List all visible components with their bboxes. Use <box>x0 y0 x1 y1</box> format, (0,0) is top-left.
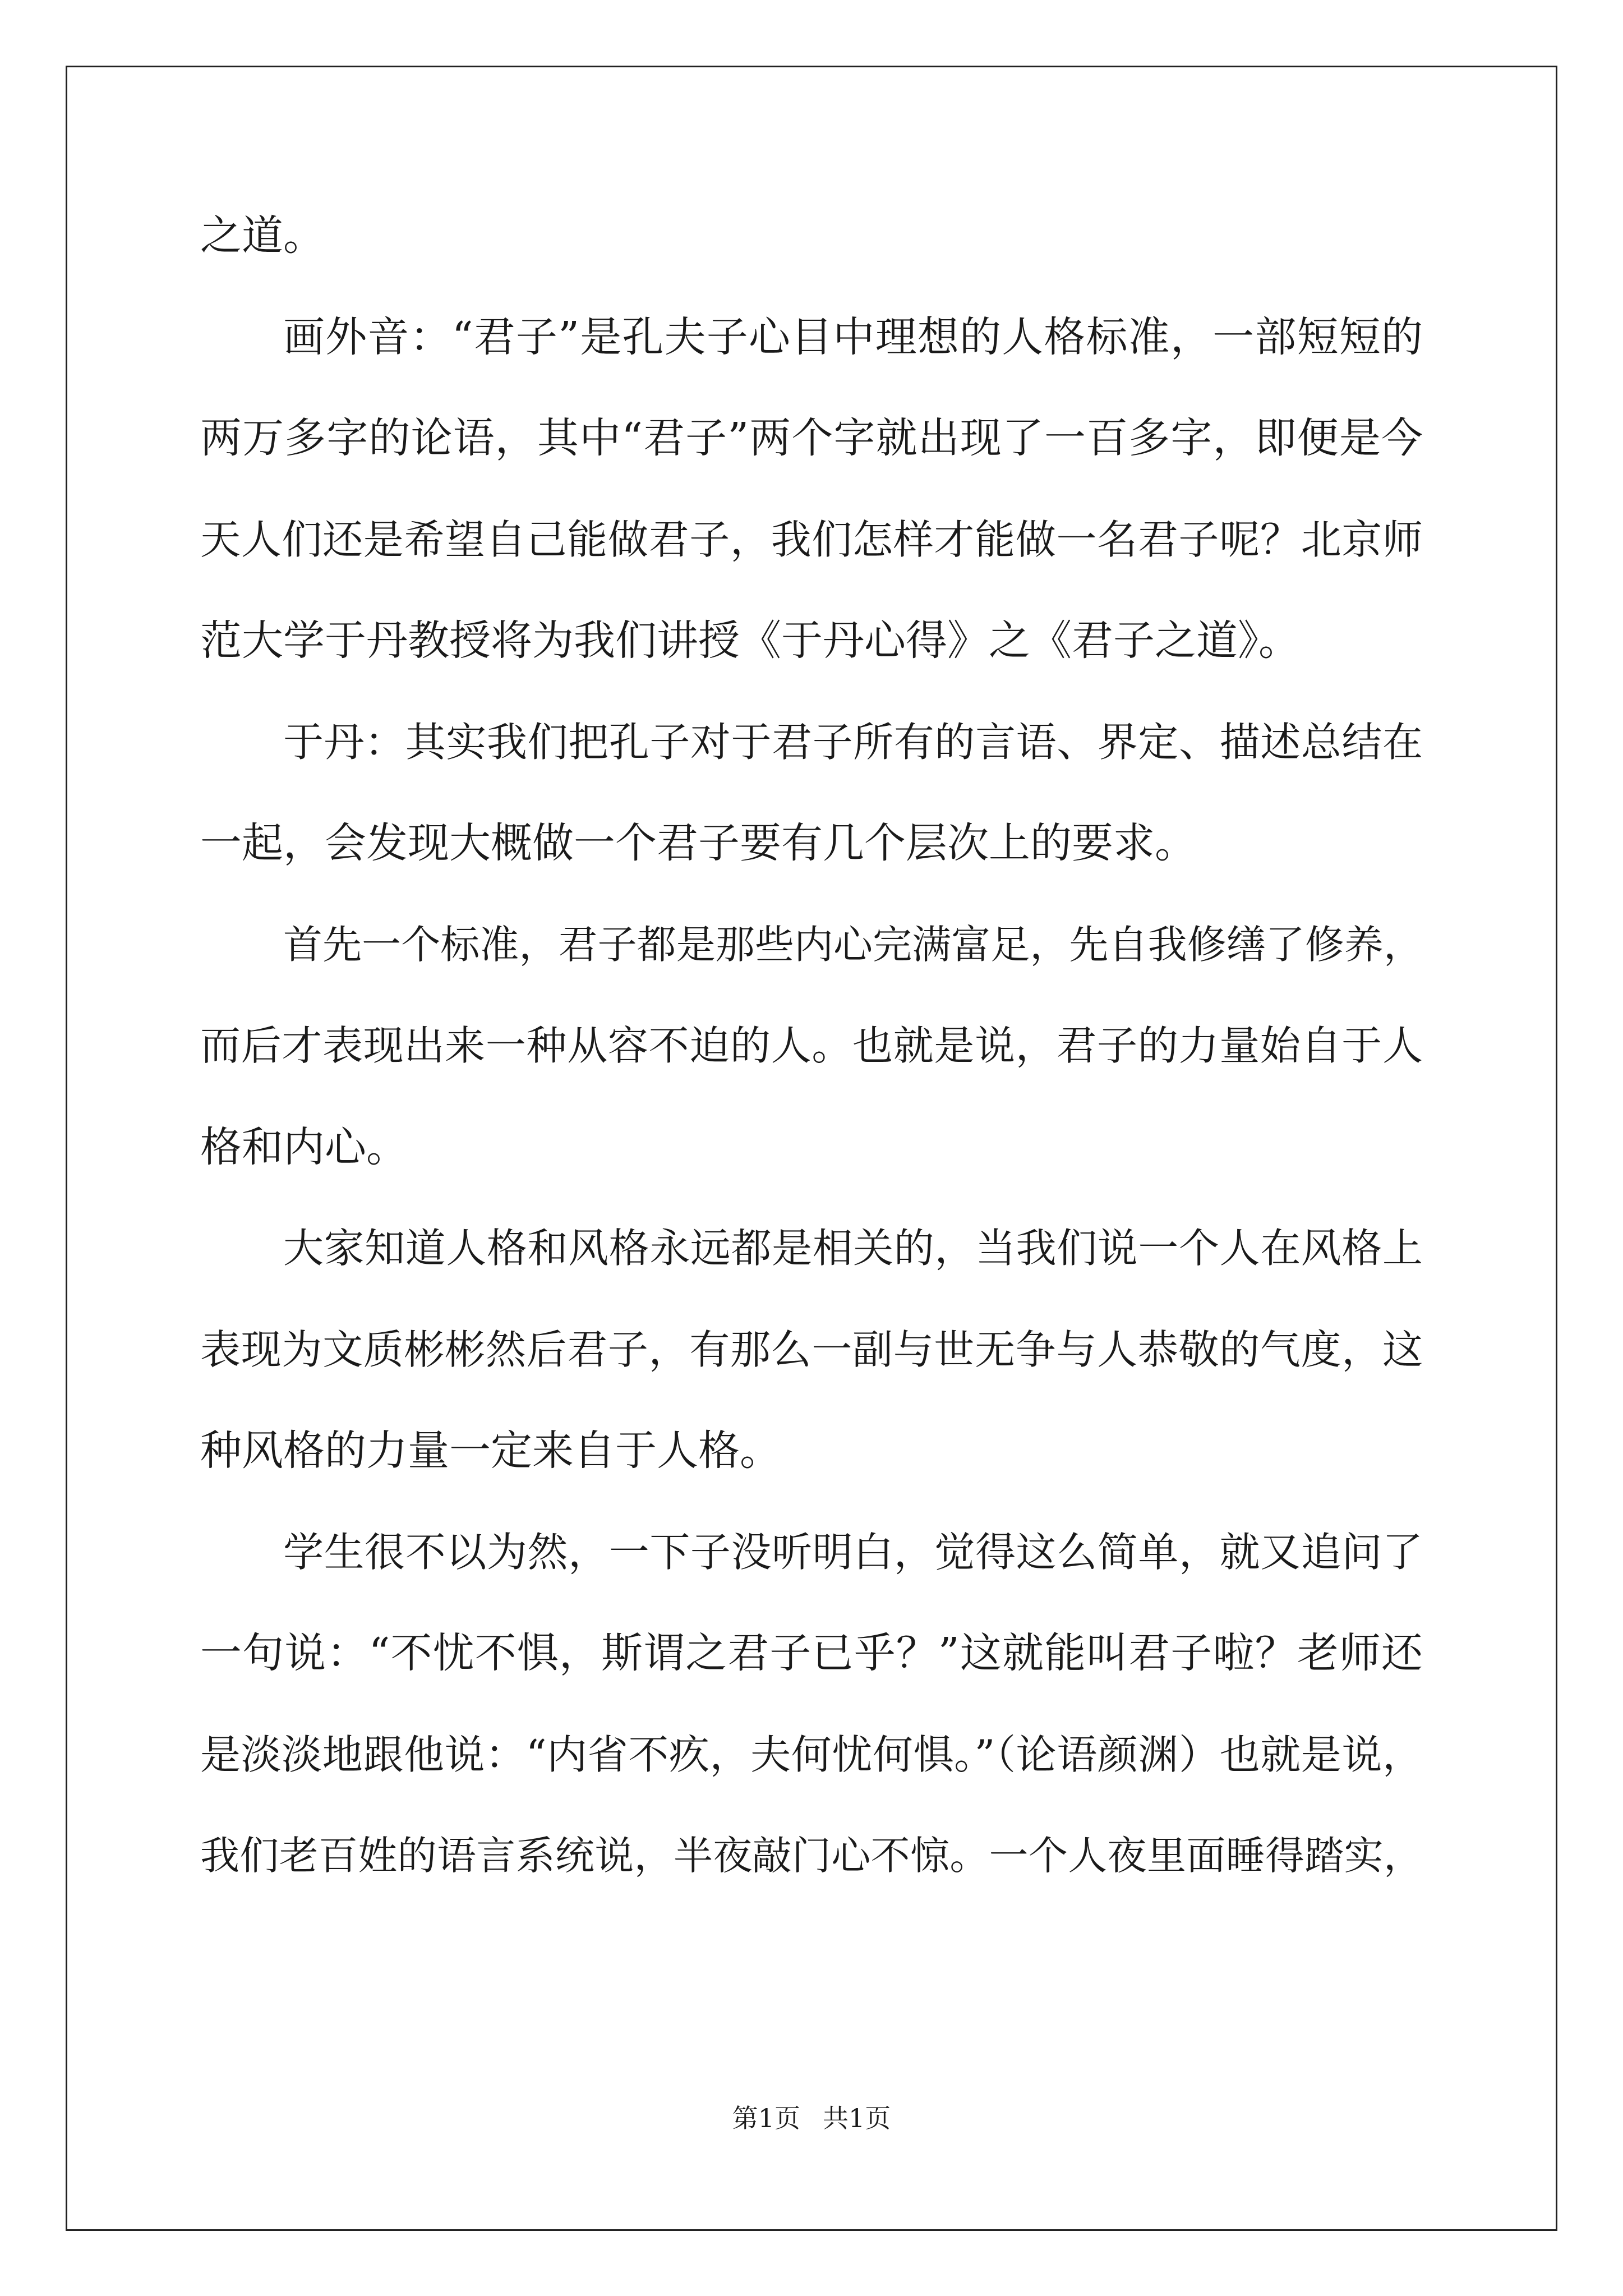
text-line: 表现为文质彬彬然后君子，有那么一副与世无争与人恭敬的气度，这 <box>200 1326 1423 1373</box>
text-line: 格和内心。 <box>200 1122 408 1171</box>
text-line: 而后才表现出来一种从容不迫的人。也就是说，君子的力量始自于人 <box>200 1022 1423 1069</box>
text-line: 两万多字的论语，其中“君子”两个字就出现了一百多字，即便是今 <box>200 414 1423 462</box>
text-line: 学生很不以为然，一下子没听明白，觉得这么简单，就又追问了 <box>283 1528 1423 1576</box>
text-line: 一起，会发现大概做一个君子要有几个层次上的要求。 <box>200 819 1196 867</box>
text-line: 我们老百姓的语言系统说，半夜敲门心不惊。一个人夜里面睡得踏实， <box>200 1833 1423 1879</box>
text-line: 种风格的力量一定来自于人格。 <box>200 1427 781 1475</box>
text-line: 首先一个标准，君子都是那些内心完满富足，先自我修缮了修养， <box>283 921 1423 968</box>
page-footer <box>0 2101 1623 2135</box>
text-line: 之道。 <box>200 211 325 260</box>
text-line: 范大学于丹教授将为我们讲授《于丹心得》之《君子之道》。 <box>200 616 1300 665</box>
page-total: 共1页 <box>823 2103 891 2133</box>
page-number: 第1页 <box>732 2103 800 2133</box>
text-line: 一句说：“不忧不惧，斯谓之君子已乎？”这就能叫君子啦？老师还 <box>200 1629 1423 1677</box>
text-line: 大家知道人格和风格永远都是相关的，当我们说一个人在风格上 <box>283 1225 1423 1272</box>
text-line: 是淡淡地跟他说：“内省不疚，夫何忧何惧。”（论语颜渊）也就是说， <box>200 1731 1423 1778</box>
text-line: 画外音：“君子”是孔夫子心目中理想的人格标准，一部短短的 <box>283 312 1423 361</box>
text-line: 天人们还是希望自己能做君子，我们怎样才能做一名君子呢？北京师 <box>200 516 1423 563</box>
text-line: 于丹：其实我们把孔子对于君子所有的言语、界定、描述总结在 <box>283 718 1423 766</box>
